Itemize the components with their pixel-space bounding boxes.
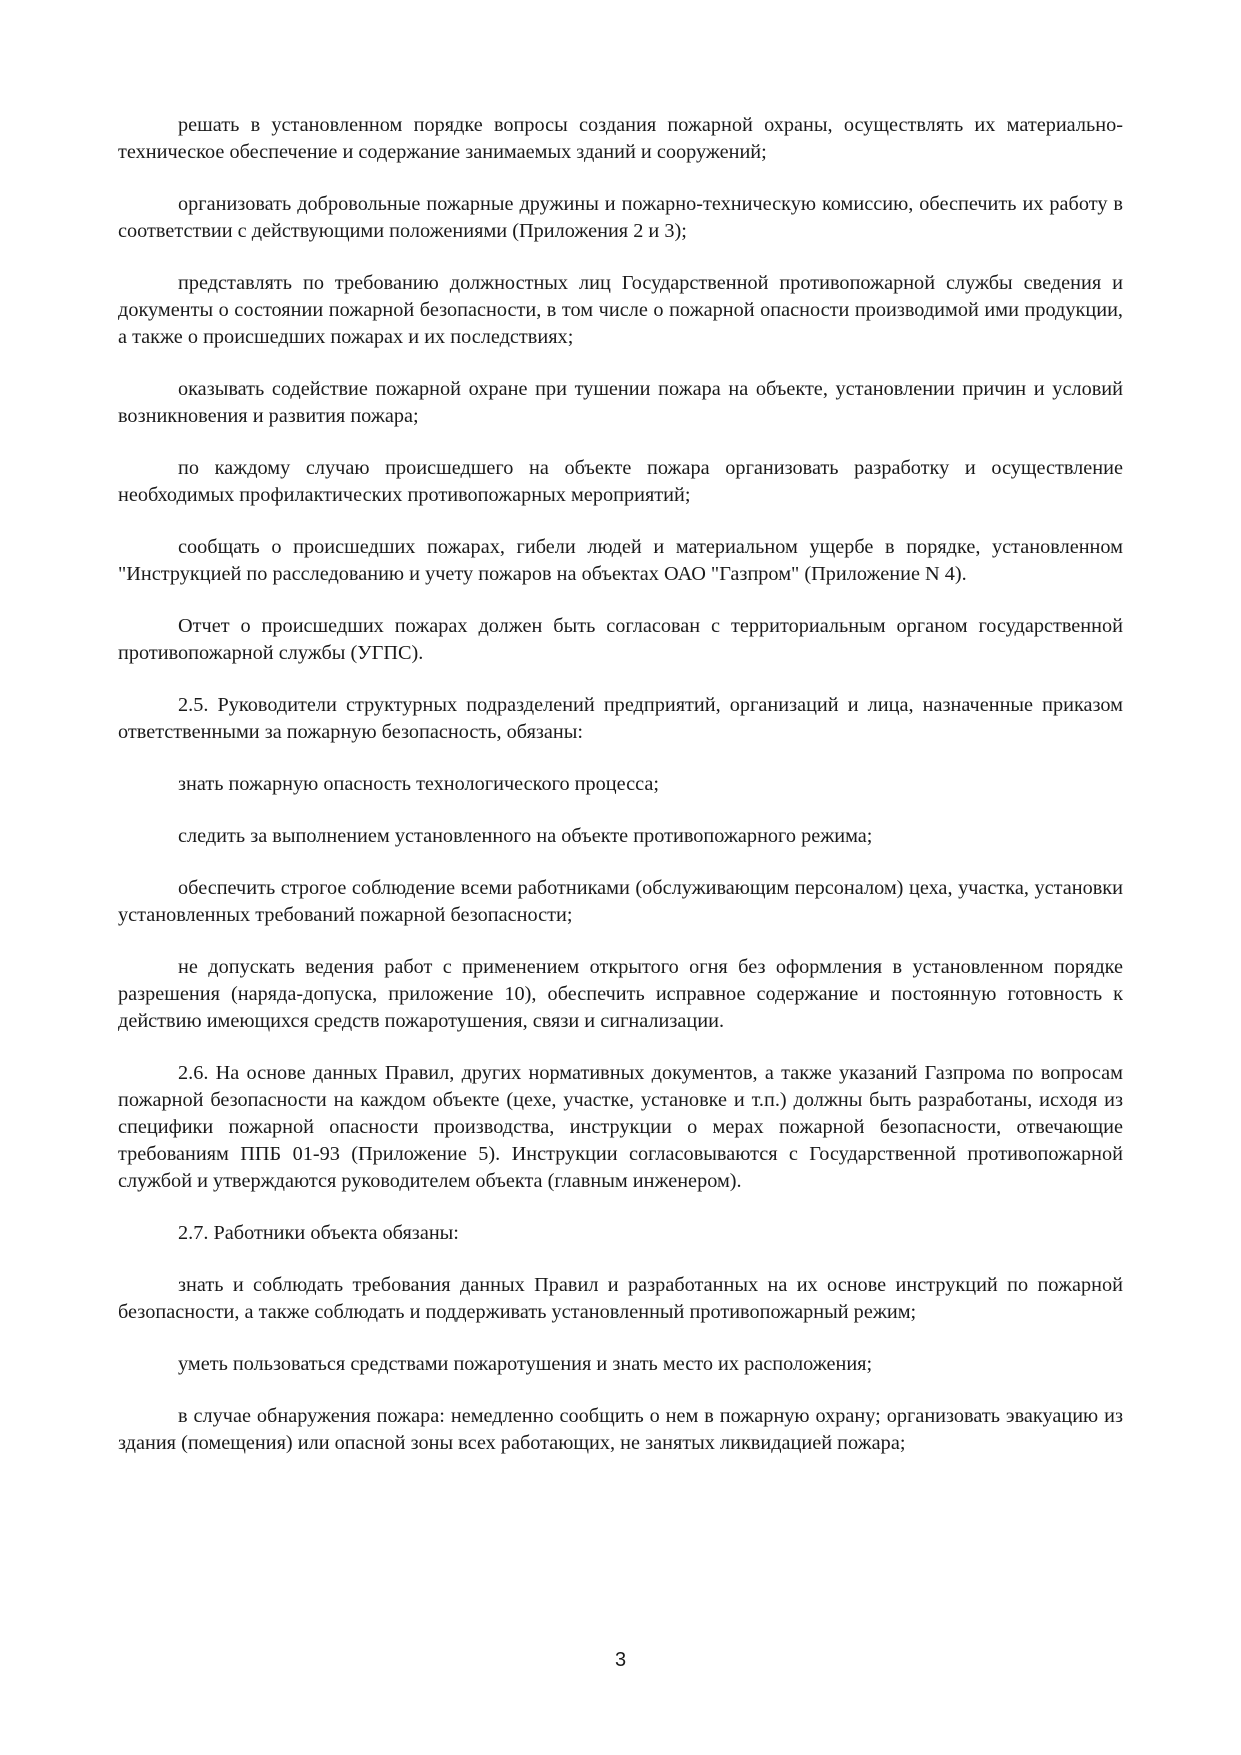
paragraph-11: обеспечить строгое соблюдение всеми работниками (обслуживающим персоналом) цеха, участка, установки установленных требований пожарной безопасности; bbox=[118, 877, 1123, 926]
section-2-5-heading: 2.5. Руководители структурных подразделений предприятий, организаций и лица, назначенные приказом ответственными за пожарную безопасность, обязаны: bbox=[118, 694, 1123, 743]
paragraph-2: организовать добровольные пожарные дружины и пожарно-техническую комиссию, обеспечить их работу в соответствии с действующими положениями (Приложения 2 и 3); bbox=[118, 193, 1123, 242]
section-2-6-paragraph: 2.6. На основе данных Правил, других нормативных документов, а также указаний Газпрома по вопросам пожарной безопасности на каждом объекте (цехе, участке, установке и т.п.) должны быть разработаны, исходя из специфики пожарной опасности производства, инструкции о мерах пожарной безопасности, отвечающие требованиям ППБ 01-93 (Приложение 5). Инструкции согласовываются с Государственной противопожарной службой и утверждаются руководителем объекта (главным инженером). bbox=[118, 1062, 1123, 1192]
paragraph-5: по каждому случаю происшедшего на объекте пожара организовать разработку и осуществление необходимых профилактических противопожарных мероприятий; bbox=[118, 457, 1123, 506]
page-number: 3 bbox=[614, 1649, 627, 1671]
section-2-7-heading: 2.7. Работники объекта обязаны: bbox=[178, 1222, 459, 1244]
paragraph-15: знать и соблюдать требования данных Правил и разработанных на их основе инструкций по пожарной безопасности, а также соблюдать и поддерживать установленный противопожарный режим; bbox=[118, 1274, 1123, 1323]
paragraph-9: знать пожарную опасность технологического процесса; bbox=[178, 773, 660, 795]
paragraph-7: Отчет о происшедших пожарах должен быть согласован с территориальным органом государственной противопожарной службы (УГПС). bbox=[118, 615, 1123, 664]
paragraph-4: оказывать содействие пожарной охране при тушении пожара на объекте, установлении причин и условий возникновения и развития пожара; bbox=[118, 378, 1123, 427]
paragraph-3: представлять по требованию должностных лиц Государственной противопожарной службы сведения и документы о состоянии пожарной безопасности, в том числе о пожарной опасности производимой ими продукции, а также о происшедших пожарах и их последствиях; bbox=[118, 272, 1123, 348]
paragraph-6: сообщать о происшедших пожарах, гибели людей и материальном ущербе в порядке, установленном "Инструкцией по расследованию и учету пожаров на объектах ОАО "Газпром" (Приложение N 4). bbox=[118, 536, 1123, 585]
document-page bbox=[118, 112, 1123, 1482]
paragraph-10: следить за выполнением установленного на объекте противопожарного режима; bbox=[178, 825, 873, 847]
paragraph-1: решать в установленном порядке вопросы создания пожарной охраны, осуществлять их материально-техническое обеспечение и содержание занимаемых зданий и сооружений; bbox=[118, 114, 1123, 163]
paragraph-17: в случае обнаружения пожара: немедленно сообщить о нем в пожарную охрану; организовать эвакуацию из здания (помещения) или опасной зоны всех работающих, не занятых ликвидацией пожара; bbox=[118, 1405, 1123, 1454]
paragraph-16: уметь пользоваться средствами пожаротушения и знать место их расположения; bbox=[178, 1353, 873, 1375]
paragraph-12: не допускать ведения работ с применением открытого огня без оформления в установленном порядке разрешения (наряда-допуска, приложение 10), обеспечить исправное содержание и постоянную готовность к действию имеющихся средств пожаротушения, связи и сигнализации. bbox=[118, 956, 1123, 1032]
